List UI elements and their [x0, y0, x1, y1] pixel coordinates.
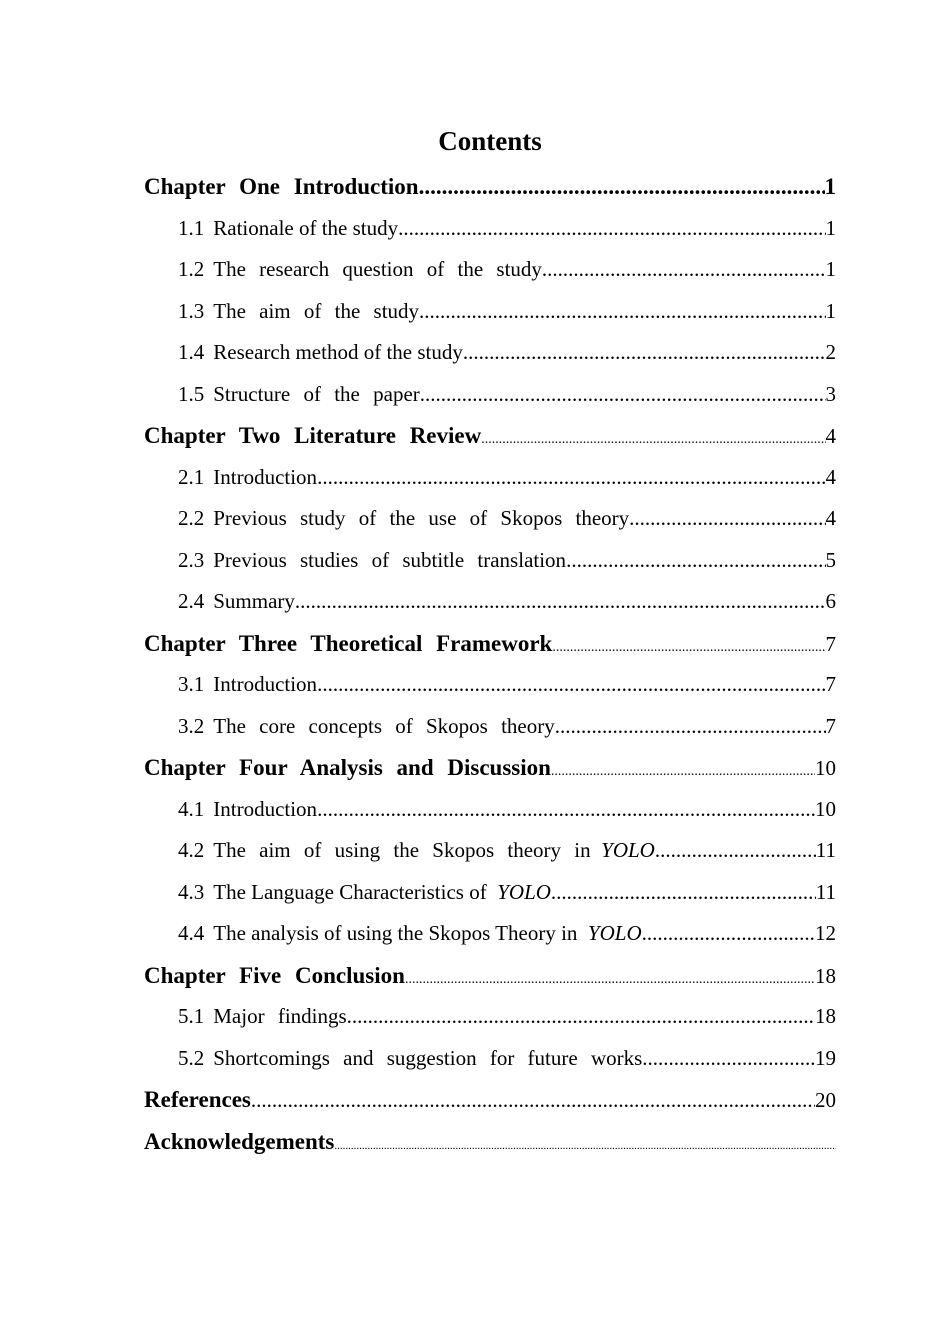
toc-entry-italic-title: YOLO — [587, 921, 642, 945]
toc-section-number: 1.4 — [178, 340, 205, 364]
toc-chapter-three[interactable] — [144, 623, 836, 665]
toc-entry-italic-title: YOLO — [601, 838, 655, 862]
toc-entry-label: Chapter Four Analysis and Discussion — [144, 755, 551, 780]
toc-acknowledgements[interactable] — [144, 1121, 836, 1163]
toc-page-number: 18 — [815, 963, 836, 988]
toc-section-4-3[interactable] — [144, 872, 836, 914]
toc-section-4-4[interactable] — [144, 913, 836, 955]
toc-section-2-3[interactable] — [144, 540, 836, 582]
dot-leader — [551, 872, 816, 914]
toc-references[interactable] — [144, 1079, 836, 1121]
toc-section-1-4[interactable] — [144, 332, 836, 374]
toc-entry-label: The aim of the study — [213, 298, 420, 323]
toc-section-1-1[interactable] — [144, 208, 836, 250]
dot-leader — [398, 208, 825, 250]
toc-section-number: 5.1 — [178, 1004, 205, 1028]
dot-leader — [405, 959, 815, 1001]
toc-section-1-5[interactable] — [144, 374, 836, 416]
toc-section-4-1[interactable] — [144, 789, 836, 831]
toc-section-number: 1.5 — [178, 381, 205, 406]
toc-entry-label: The analysis of using the Skopos Theory in — [213, 921, 578, 945]
dot-leader — [317, 457, 825, 499]
toc-page-number: 18 — [815, 1004, 836, 1028]
table-of-contents — [144, 166, 836, 1162]
dot-leader — [317, 664, 825, 706]
toc-entry-label: Major findings — [213, 1004, 347, 1028]
dot-leader — [629, 498, 825, 540]
toc-page-number: 3 — [825, 381, 836, 406]
toc-page-number: 5 — [825, 547, 836, 572]
toc-page-number: 4 — [825, 506, 836, 530]
toc-page-number: 4 — [825, 464, 836, 489]
toc-section-number: 1.2 — [178, 257, 205, 281]
toc-page-number: 1 — [825, 298, 836, 323]
dot-leader — [419, 291, 825, 333]
toc-page-number: 6 — [825, 589, 836, 613]
toc-section-number: 4.3 — [178, 879, 205, 904]
toc-page-number: 2 — [825, 340, 836, 364]
toc-section-2-1[interactable] — [144, 457, 836, 499]
dot-leader — [542, 249, 826, 291]
toc-page-number: 1 — [825, 257, 836, 281]
toc-entry-label: Previous study of the use of Skopos theory — [213, 506, 630, 530]
toc-section-3-2[interactable] — [144, 706, 836, 748]
toc-section-number: 2.2 — [178, 506, 205, 530]
toc-page-number: 19 — [815, 1045, 836, 1070]
dot-leader — [642, 1038, 815, 1080]
toc-entry-label: Chapter Three Theoretical Framework — [144, 630, 553, 656]
toc-section-number: 4.4 — [178, 921, 205, 945]
toc-entry-label: Chapter Five Conclusion — [144, 962, 405, 988]
toc-entry-label: The research question of the study — [213, 257, 542, 281]
toc-entry-label: Introduction — [213, 672, 318, 696]
toc-section-2-4[interactable] — [144, 581, 836, 623]
toc-page-number: 7 — [825, 631, 836, 656]
toc-section-number: 4.2 — [178, 838, 205, 862]
dot-leader — [566, 540, 825, 582]
toc-page-number: 1 — [825, 215, 836, 240]
dot-leader — [642, 913, 815, 955]
toc-entry-italic-title: YOLO — [497, 879, 551, 904]
toc-chapter-one[interactable] — [144, 166, 836, 208]
toc-section-2-2[interactable] — [144, 498, 836, 540]
toc-section-number: 4.1 — [178, 796, 205, 821]
toc-entry-label: The core concepts of Skopos theory — [213, 713, 555, 738]
toc-page-number: 7 — [825, 672, 836, 696]
toc-page-number: 12 — [815, 921, 836, 945]
dot-leader — [295, 581, 826, 623]
toc-entry-label: Previous studies of subtitle translation — [213, 547, 567, 572]
toc-section-number: 1.3 — [178, 298, 205, 323]
toc-section-3-1[interactable] — [144, 664, 836, 706]
toc-section-number: 3.2 — [178, 713, 205, 738]
toc-entry-label: Rationale of the study — [213, 215, 399, 240]
toc-entry-label: Research method of the study — [213, 340, 463, 364]
toc-section-5-1[interactable] — [144, 996, 836, 1038]
toc-page-number: 20 — [815, 1088, 836, 1112]
dot-leader — [463, 332, 826, 374]
dot-leader — [481, 419, 825, 461]
toc-entry-label: References — [144, 1087, 251, 1112]
toc-page-number: 11 — [815, 879, 836, 904]
toc-section-number: 1.1 — [178, 215, 205, 240]
toc-page-number: 4 — [825, 424, 836, 448]
toc-section-number: 3.1 — [178, 672, 205, 696]
dot-leader — [555, 706, 826, 748]
toc-page-number: 11 — [815, 838, 836, 862]
toc-entry-label: Introduction — [213, 464, 318, 489]
toc-entry-label: Structure of the paper — [213, 381, 420, 406]
contents-heading: Contents — [438, 126, 542, 156]
dot-leader — [420, 374, 826, 416]
toc-section-4-2[interactable] — [144, 830, 836, 872]
toc-section-1-2[interactable] — [144, 249, 836, 291]
toc-entry-label: Acknowledgements — [144, 1128, 335, 1154]
toc-page-number: 7 — [825, 713, 836, 738]
toc-page-number: 10 — [815, 756, 836, 780]
toc-page-number: 10 — [815, 796, 836, 821]
dot-leader — [419, 166, 825, 208]
toc-section-number: 2.3 — [178, 547, 205, 572]
toc-chapter-four[interactable] — [144, 747, 836, 789]
dot-leader — [655, 830, 816, 872]
toc-section-number: 2.1 — [178, 464, 205, 489]
dot-leader — [551, 751, 815, 793]
toc-section-1-3[interactable] — [144, 291, 836, 333]
toc-chapter-five[interactable] — [144, 955, 836, 997]
toc-section-number: 5.2 — [178, 1045, 205, 1070]
toc-chapter-two[interactable] — [144, 415, 836, 457]
dot-leader — [317, 789, 815, 831]
toc-entry-label: The Language Characteristics of — [213, 879, 487, 904]
dot-leader — [347, 996, 815, 1038]
toc-section-number: 2.4 — [178, 589, 205, 613]
toc-entry-label: Summary — [213, 589, 295, 613]
toc-section-5-2[interactable] — [144, 1038, 836, 1080]
toc-entry-label: Chapter One Introduction — [144, 174, 419, 199]
toc-entry-label: The aim of using the Skopos theory in — [213, 838, 591, 862]
dot-leader — [552, 627, 825, 669]
toc-page-number: 1 — [824, 174, 836, 199]
dot-leader — [334, 1126, 836, 1168]
dot-leader — [251, 1080, 815, 1122]
toc-entry-label: Shortcomings and suggestion for future works — [213, 1045, 643, 1070]
toc-entry-label: Chapter Two Literature Review — [144, 423, 482, 448]
toc-entry-label: Introduction — [213, 796, 318, 821]
